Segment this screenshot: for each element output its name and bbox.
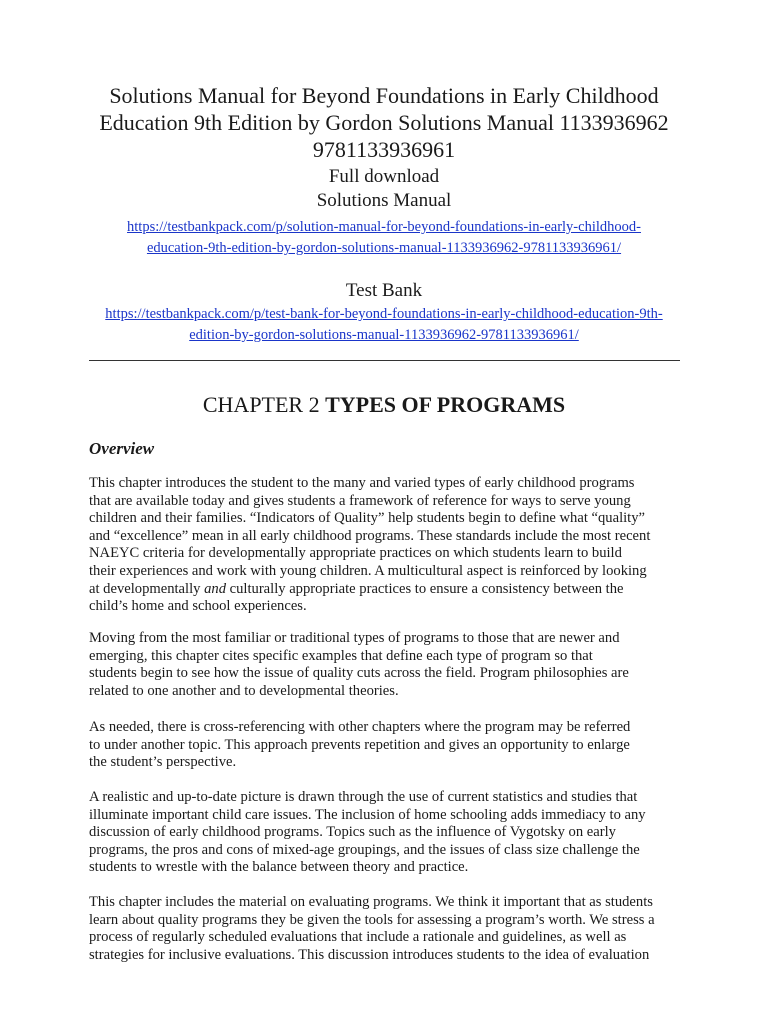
text-line: and “excellence” mean in all early childhood programs. These standards include the most recent — [89, 527, 651, 544]
solutions-link-line[interactable]: https://testbankpack.com/p/solution-manual-for-beyond-foundations-in-early-childhood- — [127, 219, 641, 235]
text-line: NAEYC criteria for developmentally appropriate practices on which students learn to build — [89, 545, 622, 562]
text-line: illuminate important child care issues. The inclusion of home schooling adds immediacy to any — [89, 806, 646, 823]
chapter-number: CHAPTER 2 — [202, 392, 326, 417]
text-line: emerging, this chapter cites specific examples that define each type of program so that — [89, 647, 593, 664]
overview-heading: Overview — [89, 439, 155, 458]
text-line: discussion of early childhood programs. Topics such as the influence of Vygotsky on early — [89, 824, 616, 841]
text-line: As needed, there is cross-referencing with other chapters where the program may be referred — [89, 719, 631, 735]
text-line: related to one another and to developmental theories. — [89, 682, 399, 699]
text-line: students to wrestle with the balance between theory and practice. — [89, 859, 469, 876]
emphasis-and: and — [204, 580, 226, 597]
text-fragment: culturally appropriate practices to ensure a consistency between the — [225, 580, 624, 597]
text-line: students begin to see how the issue of quality cuts across the field. Program philosophies are — [89, 665, 629, 682]
paragraph-evaluation — [89, 894, 689, 964]
text-line: strategies for inclusive evaluations. This discussion introduces students to the idea of evaluation — [89, 946, 650, 963]
text-line: learn about quality programs they be given the tools for assessing a program’s worth. We stress a — [89, 911, 655, 928]
title-line: Solutions Manual for Beyond Foundations in Early Childhood — [109, 83, 659, 108]
text-line: A realistic and up-to-date picture is drawn through the use of current statistics and studies that — [89, 789, 638, 805]
test-bank-link[interactable] — [40, 304, 728, 346]
text-line: to under another topic. This approach prevents repetition and gives an opportunity to enlarge — [89, 736, 630, 753]
paragraph-statistics — [89, 789, 689, 877]
text-line: their experiences and work with young children. A multicultural aspect is reinforced by looking — [89, 562, 647, 579]
text-line: This chapter includes the material on evaluating programs. We think it important that as students — [89, 894, 653, 910]
solutions-manual-label: Solutions Manual — [316, 190, 452, 211]
text-line: children and their families. “Indicators of Quality” help students begin to define what “quality” — [89, 510, 646, 527]
document-title — [40, 82, 728, 163]
text-fragment: at developmentally — [89, 580, 205, 597]
text-line — [89, 581, 689, 599]
text-line: the student’s perspective. — [89, 754, 237, 771]
chapter-title: TYPES OF PROGRAMS — [325, 392, 566, 417]
text-line: that are available today and gives students a framework of reference for ways to serve young — [89, 492, 631, 509]
document-header — [40, 82, 728, 346]
chapter-heading — [40, 391, 728, 419]
text-line: programs, the pros and cons of mixed-age groupings, and the issues of class size challenge the — [89, 841, 640, 858]
text-line: This chapter introduces the student to the many and varied types of early childhood programs — [89, 475, 635, 491]
testbank-link-line[interactable]: https://testbankpack.com/p/test-bank-for-beyond-foundations-in-early-childhood-education-9th- — [105, 306, 663, 322]
title-line: 9781133936961 — [312, 137, 456, 162]
title-line: Education 9th Edition by Gordon Solutions Manual 1133936962 — [99, 110, 669, 135]
text-line: child’s home and school experiences. — [89, 598, 307, 615]
test-bank-label: Test Bank — [345, 280, 423, 301]
text-line: Moving from the most familiar or traditional types of programs to those that are newer and — [89, 630, 620, 646]
full-download-label: Full download — [328, 166, 440, 187]
testbank-link-line[interactable]: edition-by-gordon-solutions-manual-1133936962-9781133936961/ — [189, 327, 579, 343]
paragraph-program-types — [89, 630, 689, 700]
paragraph-introduction — [89, 475, 689, 616]
paragraph-cross-referencing — [89, 719, 689, 772]
solutions-link-line[interactable]: education-9th-edition-by-gordon-solutions-manual-1133936962-9781133936961/ — [146, 240, 622, 256]
text-line: process of regularly scheduled evaluations that include a rationale and guidelines, as well as — [89, 929, 627, 946]
solutions-manual-link[interactable] — [40, 217, 728, 259]
horizontal-divider — [89, 360, 680, 361]
